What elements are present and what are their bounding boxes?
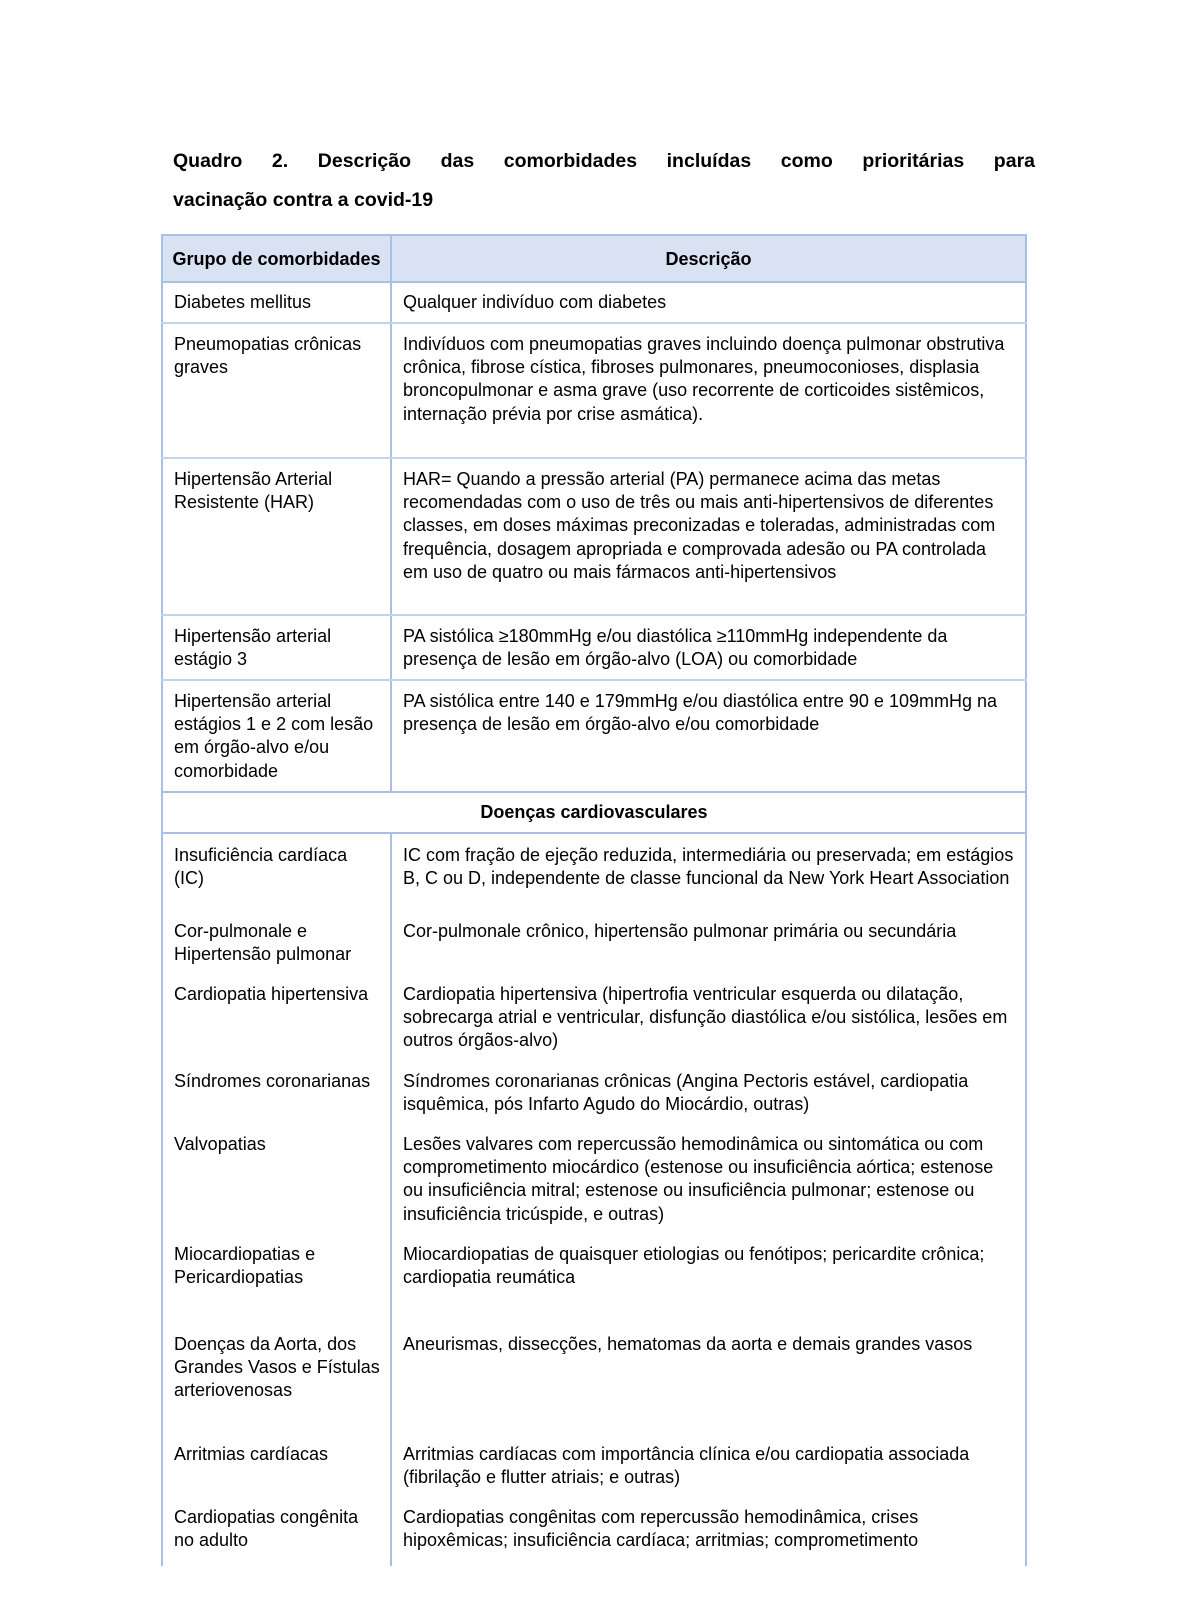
table-row xyxy=(162,282,1026,323)
group-cell: Síndromes coronarianas xyxy=(162,1070,391,1133)
group-cell: Cardiopatias congênita no adulto xyxy=(162,1506,391,1566)
group-cell: Cardiopatia hipertensiva xyxy=(162,983,391,1070)
table-row xyxy=(162,1506,1026,1566)
section-title-cardiovascular: Doenças cardiovasculares xyxy=(162,792,1026,833)
description-cell: Indivíduos com pneumopatias graves incluindo doença pulmonar obstrutiva crônica, fibrose cística, fibroses pulmonares, pneumoconioses, displasia broncopulmonar e asma grave (uso recorrente de corticoides sistêmicos, internação prévia por crise asmática). xyxy=(391,323,1026,458)
table-caption xyxy=(173,142,1035,220)
description-cell: Cor-pulmonale crônico, hipertensão pulmonar primária ou secundária xyxy=(391,920,1026,983)
table-row xyxy=(162,920,1026,983)
table-row xyxy=(162,1070,1026,1133)
table-row xyxy=(162,1443,1026,1506)
comorbidities-table xyxy=(161,234,1027,1566)
table-header-row xyxy=(162,235,1026,282)
group-cell: Valvopatias xyxy=(162,1133,391,1243)
description-cell: Cardiopatia hipertensiva (hipertrofia ventricular esquerda ou dilatação, sobrecarga atrial e ventricular, disfunção diastólica e/ou sistólica, lesões em outros órgãos-alvo) xyxy=(391,983,1026,1070)
section-header-row xyxy=(162,792,1026,833)
description-cell: Aneurismas, dissecções, hematomas da aorta e demais grandes vasos xyxy=(391,1333,1026,1443)
table-row xyxy=(162,615,1026,680)
table-row xyxy=(162,983,1026,1070)
table-row xyxy=(162,680,1026,792)
group-cell: Doenças da Aorta, dos Grandes Vasos e Fístulas arteriovenosas xyxy=(162,1333,391,1443)
group-cell: Hipertensão Arterial Resistente (HAR) xyxy=(162,458,391,615)
description-cell: HAR= Quando a pressão arterial (PA) permanece acima das metas recomendadas com o uso de três ou mais anti-hipertensivos de diferentes classes, em doses máximas preconizadas e toleradas, administradas com frequência, dosagem apropriada e comprovada adesão ou PA controlada em uso de quatro ou mais fármacos anti-hipertensivos xyxy=(391,458,1026,615)
caption-line-1: Quadro 2. Descrição das comorbidades incluídas como prioritárias para xyxy=(173,150,1035,172)
description-cell: PA sistólica entre 140 e 179mmHg e/ou diastólica entre 90 e 109mmHg na presença de lesão em órgão-alvo e/ou comorbidade xyxy=(391,680,1026,792)
description-cell: PA sistólica ≥180mmHg e/ou diastólica ≥110mmHg independente da presença de lesão em órgão-alvo (LOA) ou comorbidade xyxy=(391,615,1026,680)
caption-line-2: vacinação contra a covid-19 xyxy=(173,189,434,211)
table-row xyxy=(162,1133,1026,1243)
group-cell: Hipertensão arterial estágio 3 xyxy=(162,615,391,680)
description-cell: IC com fração de ejeção reduzida, intermediária ou preservada; em estágios B, C ou D, independente de classe funcional da New York Heart Association xyxy=(391,833,1026,920)
description-cell: Arritmias cardíacas com importância clínica e/ou cardiopatia associada (fibrilação e flutter atriais; e outras) xyxy=(391,1443,1026,1506)
description-cell: Cardiopatias congênitas com repercussão hemodinâmica, crises hipoxêmicas; insuficiência cardíaca; arritmias; comprometimento xyxy=(391,1506,1026,1566)
description-cell: Miocardiopatias de quaisquer etiologias ou fenótipos; pericardite crônica; cardiopatia reumática xyxy=(391,1243,1026,1333)
table-row xyxy=(162,323,1026,458)
table-row xyxy=(162,833,1026,920)
group-cell: Arritmias cardíacas xyxy=(162,1443,391,1506)
header-description: Descrição xyxy=(391,235,1026,282)
header-group: Grupo de comorbidades xyxy=(162,235,391,282)
group-cell: Diabetes mellitus xyxy=(162,282,391,323)
table-row xyxy=(162,1333,1026,1443)
description-cell: Qualquer indivíduo com diabetes xyxy=(391,282,1026,323)
group-cell: Cor-pulmonale e Hipertensão pulmonar xyxy=(162,920,391,983)
table-row xyxy=(162,458,1026,615)
group-cell: Insuficiência cardíaca (IC) xyxy=(162,833,391,920)
description-cell: Lesões valvares com repercussão hemodinâmica ou sintomática ou com comprometimento miocárdico (estenose ou insuficiência aórtica; estenose ou insuficiência mitral; estenose ou insuficiência pulmonar; estenose ou insuficiência tricúspide, e outras) xyxy=(391,1133,1026,1243)
group-cell: Hipertensão arterial estágios 1 e 2 com lesão em órgão-alvo e/ou comorbidade xyxy=(162,680,391,792)
description-cell: Síndromes coronarianas crônicas (Angina Pectoris estável, cardiopatia isquêmica, pós Infarto Agudo do Miocárdio, outras) xyxy=(391,1070,1026,1133)
group-cell: Miocardiopatias e Pericardiopatias xyxy=(162,1243,391,1333)
group-cell: Pneumopatias crônicas graves xyxy=(162,323,391,458)
table-row xyxy=(162,1243,1026,1333)
